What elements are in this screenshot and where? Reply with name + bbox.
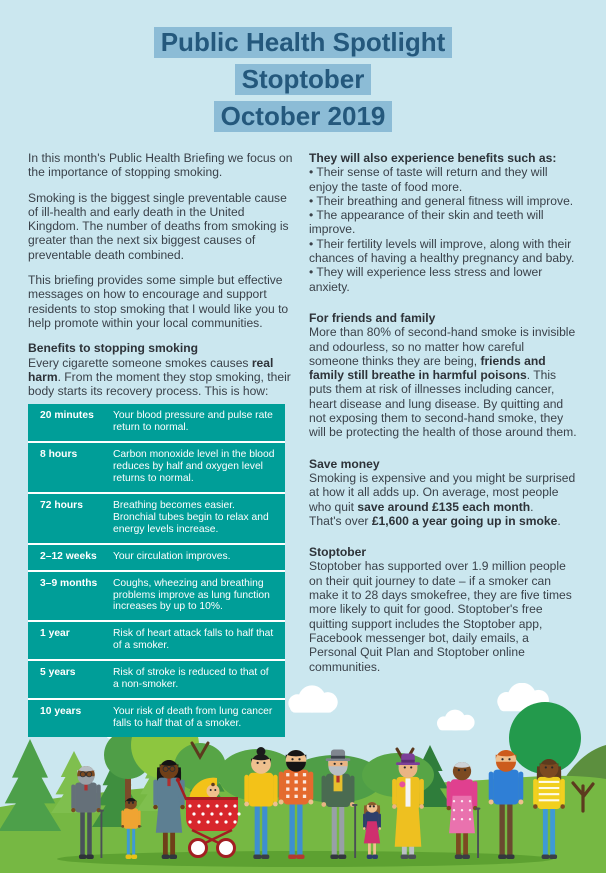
- save-money-section: [309, 457, 577, 528]
- bullet-item: • The appearance of their skin and teeth will improve.: [309, 208, 544, 237]
- stoptober-body: Stoptober has supported over 1.9 million people on their quit journey to date – if a smoker can make it to 28 days smokefree, they are five times more likely to quit for good. Stoptober's free quitting support includes the Stoptober app, Facebook messenger bot, daily emails, a Personal Quit Plan and Stoptober online communities.: [309, 559, 572, 674]
- title-line-1: Public Health Spotlight: [154, 27, 453, 58]
- table-benefit-cell: Breathing becomes easier. Bronchial tubes begin to relax and energy levels increase.: [113, 499, 269, 535]
- table-row: [28, 698, 285, 737]
- save-money-paragraph-2: That's over £1,600 a year going up in smoke.: [309, 513, 561, 528]
- save-money-paragraph-1: Smoking is expensive and you might be surprised at how it all adds up. On average, most people who quit save around £135 each month.: [309, 470, 576, 514]
- bullet-item: • Their fertility levels will improve, along with their chances of having a healthy pregnancy and baby.: [309, 236, 575, 266]
- pine-tree: [0, 739, 61, 831]
- bullet-item: • They will experience less stress and lower anxiety.: [309, 265, 543, 294]
- friends-family-section: [309, 311, 577, 440]
- table-row: [28, 543, 285, 570]
- table-benefit-cell: Coughs, wheezing and breathing problems improve as lung function increases by up to 10%.: [113, 577, 270, 613]
- page-title: [0, 0, 606, 137]
- bullet-item: • Their sense of taste will return and they will enjoy the taste of food more.: [309, 165, 548, 194]
- table-time-cell: 3–9 months: [40, 577, 98, 589]
- stoptober-heading: Stoptober: [309, 545, 367, 560]
- table-time-cell: 10 years: [40, 705, 82, 717]
- table-row: [28, 620, 285, 659]
- save-money-heading: Save money: [309, 456, 380, 471]
- briefing-purpose-paragraph: This briefing provides some simple but effective messages on how to encourage and support residents to stop smoking that I would like you to help promote within your local communities.: [28, 273, 289, 330]
- table-benefit-cell: Risk of stroke is reduced to that of a non-smoker.: [113, 667, 269, 691]
- right-column: [309, 151, 577, 737]
- table-time-cell: 2–12 weeks: [40, 550, 97, 562]
- recovery-table: [28, 404, 285, 736]
- benefits-bullet-list: [309, 165, 577, 294]
- table-row: [28, 659, 285, 698]
- left-column: [28, 151, 296, 737]
- experience-benefits-heading: They will also experience benefits such as:: [309, 151, 557, 165]
- table-benefit-cell: Your circulation improves.: [113, 550, 231, 562]
- benefits-heading: Benefits to stopping smoking: [28, 341, 198, 356]
- friends-family-heading: For friends and family: [309, 310, 436, 325]
- table-time-cell: 72 hours: [40, 499, 83, 511]
- table-row: [28, 404, 285, 441]
- table-time-cell: 5 years: [40, 667, 76, 679]
- table-time-cell: 8 hours: [40, 449, 78, 461]
- stoptober-section: [309, 545, 577, 674]
- friends-family-body: More than 80% of second-hand smoke is invisible and odourless, so no matter how careful someone thinks they are being, friends and family still breathe in harmful poisons. This puts them at risk of illnesses including cancer, heart disease and lung disease. By quitting and not exposing them to second-hand smoke, they will be protecting the health of those around them.: [309, 325, 577, 440]
- title-line-3: October 2019: [214, 101, 393, 132]
- smoking-facts-paragraph: Smoking is the biggest single preventable cause of ill-health and early death in the United Kingdom. The number of deaths from smoking is greater than the next six biggest causes of preventable death combined.: [28, 190, 289, 262]
- bullet-item: • Their breathing and general fitness will improve.: [309, 193, 574, 208]
- title-line-2: Stoptober: [235, 64, 372, 95]
- table-benefit-cell: Carbon monoxide level in the blood reduces by half and oxygen level returns to normal.: [113, 449, 275, 485]
- table-row: [28, 570, 285, 621]
- intro-paragraph: In this month's Public Health Briefing we focus on the importance of stopping smoking.: [28, 151, 293, 180]
- table-row: [28, 441, 285, 492]
- table-benefit-cell: Risk of heart attack falls to half that of a smoker.: [113, 628, 274, 652]
- table-time-cell: 20 minutes: [40, 410, 94, 422]
- table-time-cell: 1 year: [40, 628, 70, 640]
- table-benefit-cell: Your risk of death from lung cancer falls to half that of a smoker.: [113, 705, 273, 729]
- content-columns: [0, 137, 606, 737]
- benefits-intro: Every cigarette someone smokes causes real harm. From the moment they stop smoking, their body starts its recovery process. This is how:: [28, 355, 291, 399]
- table-benefit-cell: Your blood pressure and pulse rate return to normal.: [113, 410, 273, 434]
- table-row: [28, 492, 285, 543]
